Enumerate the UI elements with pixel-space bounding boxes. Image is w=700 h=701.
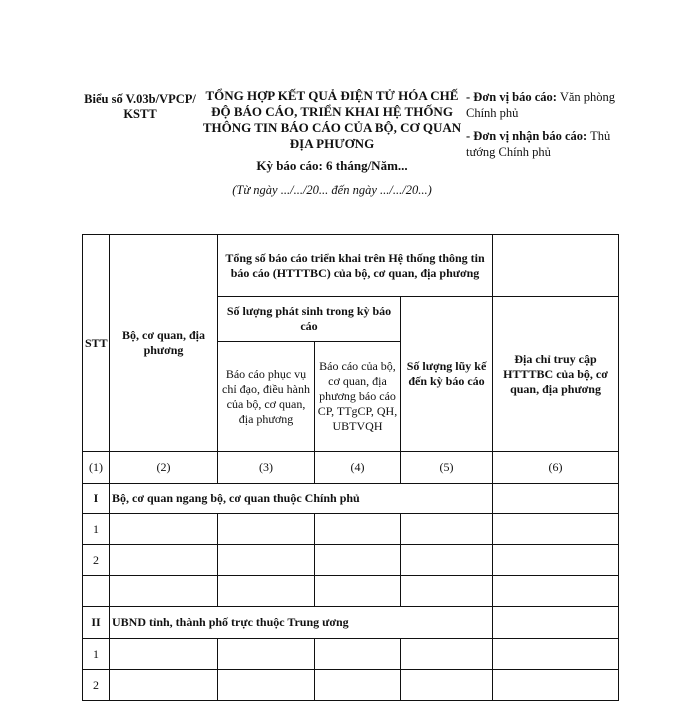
table-cell — [218, 545, 315, 576]
table-cell — [110, 576, 218, 607]
row-number: 2 — [83, 670, 110, 701]
col-6-header: Địa chỉ truy cập HTTTBC của bộ, cơ quan, địa phương — [493, 297, 619, 452]
table-cell — [401, 576, 493, 607]
table-cell — [110, 670, 218, 701]
table-cell — [493, 514, 619, 545]
table-cell — [493, 576, 619, 607]
reporting-unit — [466, 90, 626, 121]
col-6-top-empty — [493, 235, 619, 297]
table-cell — [493, 484, 619, 514]
section-1-number: I — [83, 484, 110, 514]
row-number: 1 — [83, 639, 110, 670]
table-cell — [493, 670, 619, 701]
table-cell — [218, 670, 315, 701]
report-table — [82, 234, 619, 701]
reporting-unit-label: - Đơn vị báo cáo: — [466, 90, 557, 104]
table-cell — [401, 514, 493, 545]
table-cell — [315, 576, 401, 607]
table-cell — [493, 607, 619, 639]
report-title: TỔNG HỢP KẾT QUẢ ĐIỆN TỬ HÓA CHẾ ĐỘ BÁO CÁO, TRIỂN KHAI HỆ THỐNG THÔNG TIN BÁO CÁO CỦA BỘ, CƠ QUAN ĐỊA PHƯƠNG — [202, 88, 462, 151]
col-number: (6) — [493, 452, 619, 484]
receiving-unit-label: - Đơn vị nhận báo cáo: — [466, 129, 588, 143]
report-header — [0, 88, 700, 208]
table-cell — [493, 545, 619, 576]
table-cell — [110, 514, 218, 545]
table-cell — [218, 639, 315, 670]
row-number: 1 — [83, 514, 110, 545]
reporting-unit-value: Văn phòng Chính phủ — [466, 90, 616, 120]
receiving-unit-value: Thủ tướng Chính phủ — [466, 129, 611, 159]
table-cell — [401, 639, 493, 670]
section-2-label: UBND tỉnh, thành phố trực thuộc Trung ương — [110, 607, 493, 639]
units-block — [466, 90, 626, 168]
table-cell — [315, 514, 401, 545]
table-row — [83, 670, 619, 701]
col-5-header: Số lượng lũy kế đến kỳ báo cáo — [401, 297, 493, 452]
col-number: (2) — [110, 452, 218, 484]
section-2-row — [83, 607, 619, 639]
col-4-header: Báo cáo của bộ, cơ quan, địa phương báo cáo CP, TTgCP, QH, UBTVQH — [315, 342, 401, 452]
section-2-number: II — [83, 607, 110, 639]
table-row — [83, 545, 619, 576]
table-cell — [315, 545, 401, 576]
table-cell — [401, 545, 493, 576]
col-number: (4) — [315, 452, 401, 484]
col-subgroup-header: Số lượng phát sinh trong kỳ báo cáo — [218, 297, 401, 342]
table-row — [83, 576, 619, 607]
col-group-header: Tổng số báo cáo triển khai trên Hệ thống thông tin báo cáo (HTTTBC) của bộ, cơ quan, địa phương — [218, 235, 493, 297]
col-stt-header: STT — [83, 235, 110, 452]
form-code: Biểu số V.03b/VPCP/KSTT — [84, 92, 196, 121]
table-row — [83, 514, 619, 545]
section-1-label: Bộ, cơ quan ngang bộ, cơ quan thuộc Chính phủ — [110, 484, 493, 514]
col-number: (5) — [401, 452, 493, 484]
table-row — [83, 639, 619, 670]
table-cell — [110, 639, 218, 670]
title-block — [196, 88, 468, 198]
col-agency-header: Bộ, cơ quan, địa phương — [110, 235, 218, 452]
table-header-row-1 — [83, 235, 619, 297]
table-cell — [218, 576, 315, 607]
col-number: (3) — [218, 452, 315, 484]
col-3-header: Báo cáo phục vụ chỉ đạo, điều hành của bộ, cơ quan, địa phương — [218, 342, 315, 452]
receiving-unit — [466, 129, 626, 160]
table-cell — [401, 670, 493, 701]
row-number: 2 — [83, 545, 110, 576]
section-1-row — [83, 484, 619, 514]
table-cell — [110, 545, 218, 576]
report-period: Kỳ báo cáo: 6 tháng/Năm... — [256, 158, 408, 173]
report-date-range: (Từ ngày .../.../20... đến ngày .../.../20...) — [232, 183, 432, 197]
table-cell — [315, 639, 401, 670]
column-number-row — [83, 452, 619, 484]
table-cell — [315, 670, 401, 701]
table-cell — [493, 639, 619, 670]
table-cell — [218, 514, 315, 545]
col-number: (1) — [83, 452, 110, 484]
table-cell — [83, 576, 110, 607]
